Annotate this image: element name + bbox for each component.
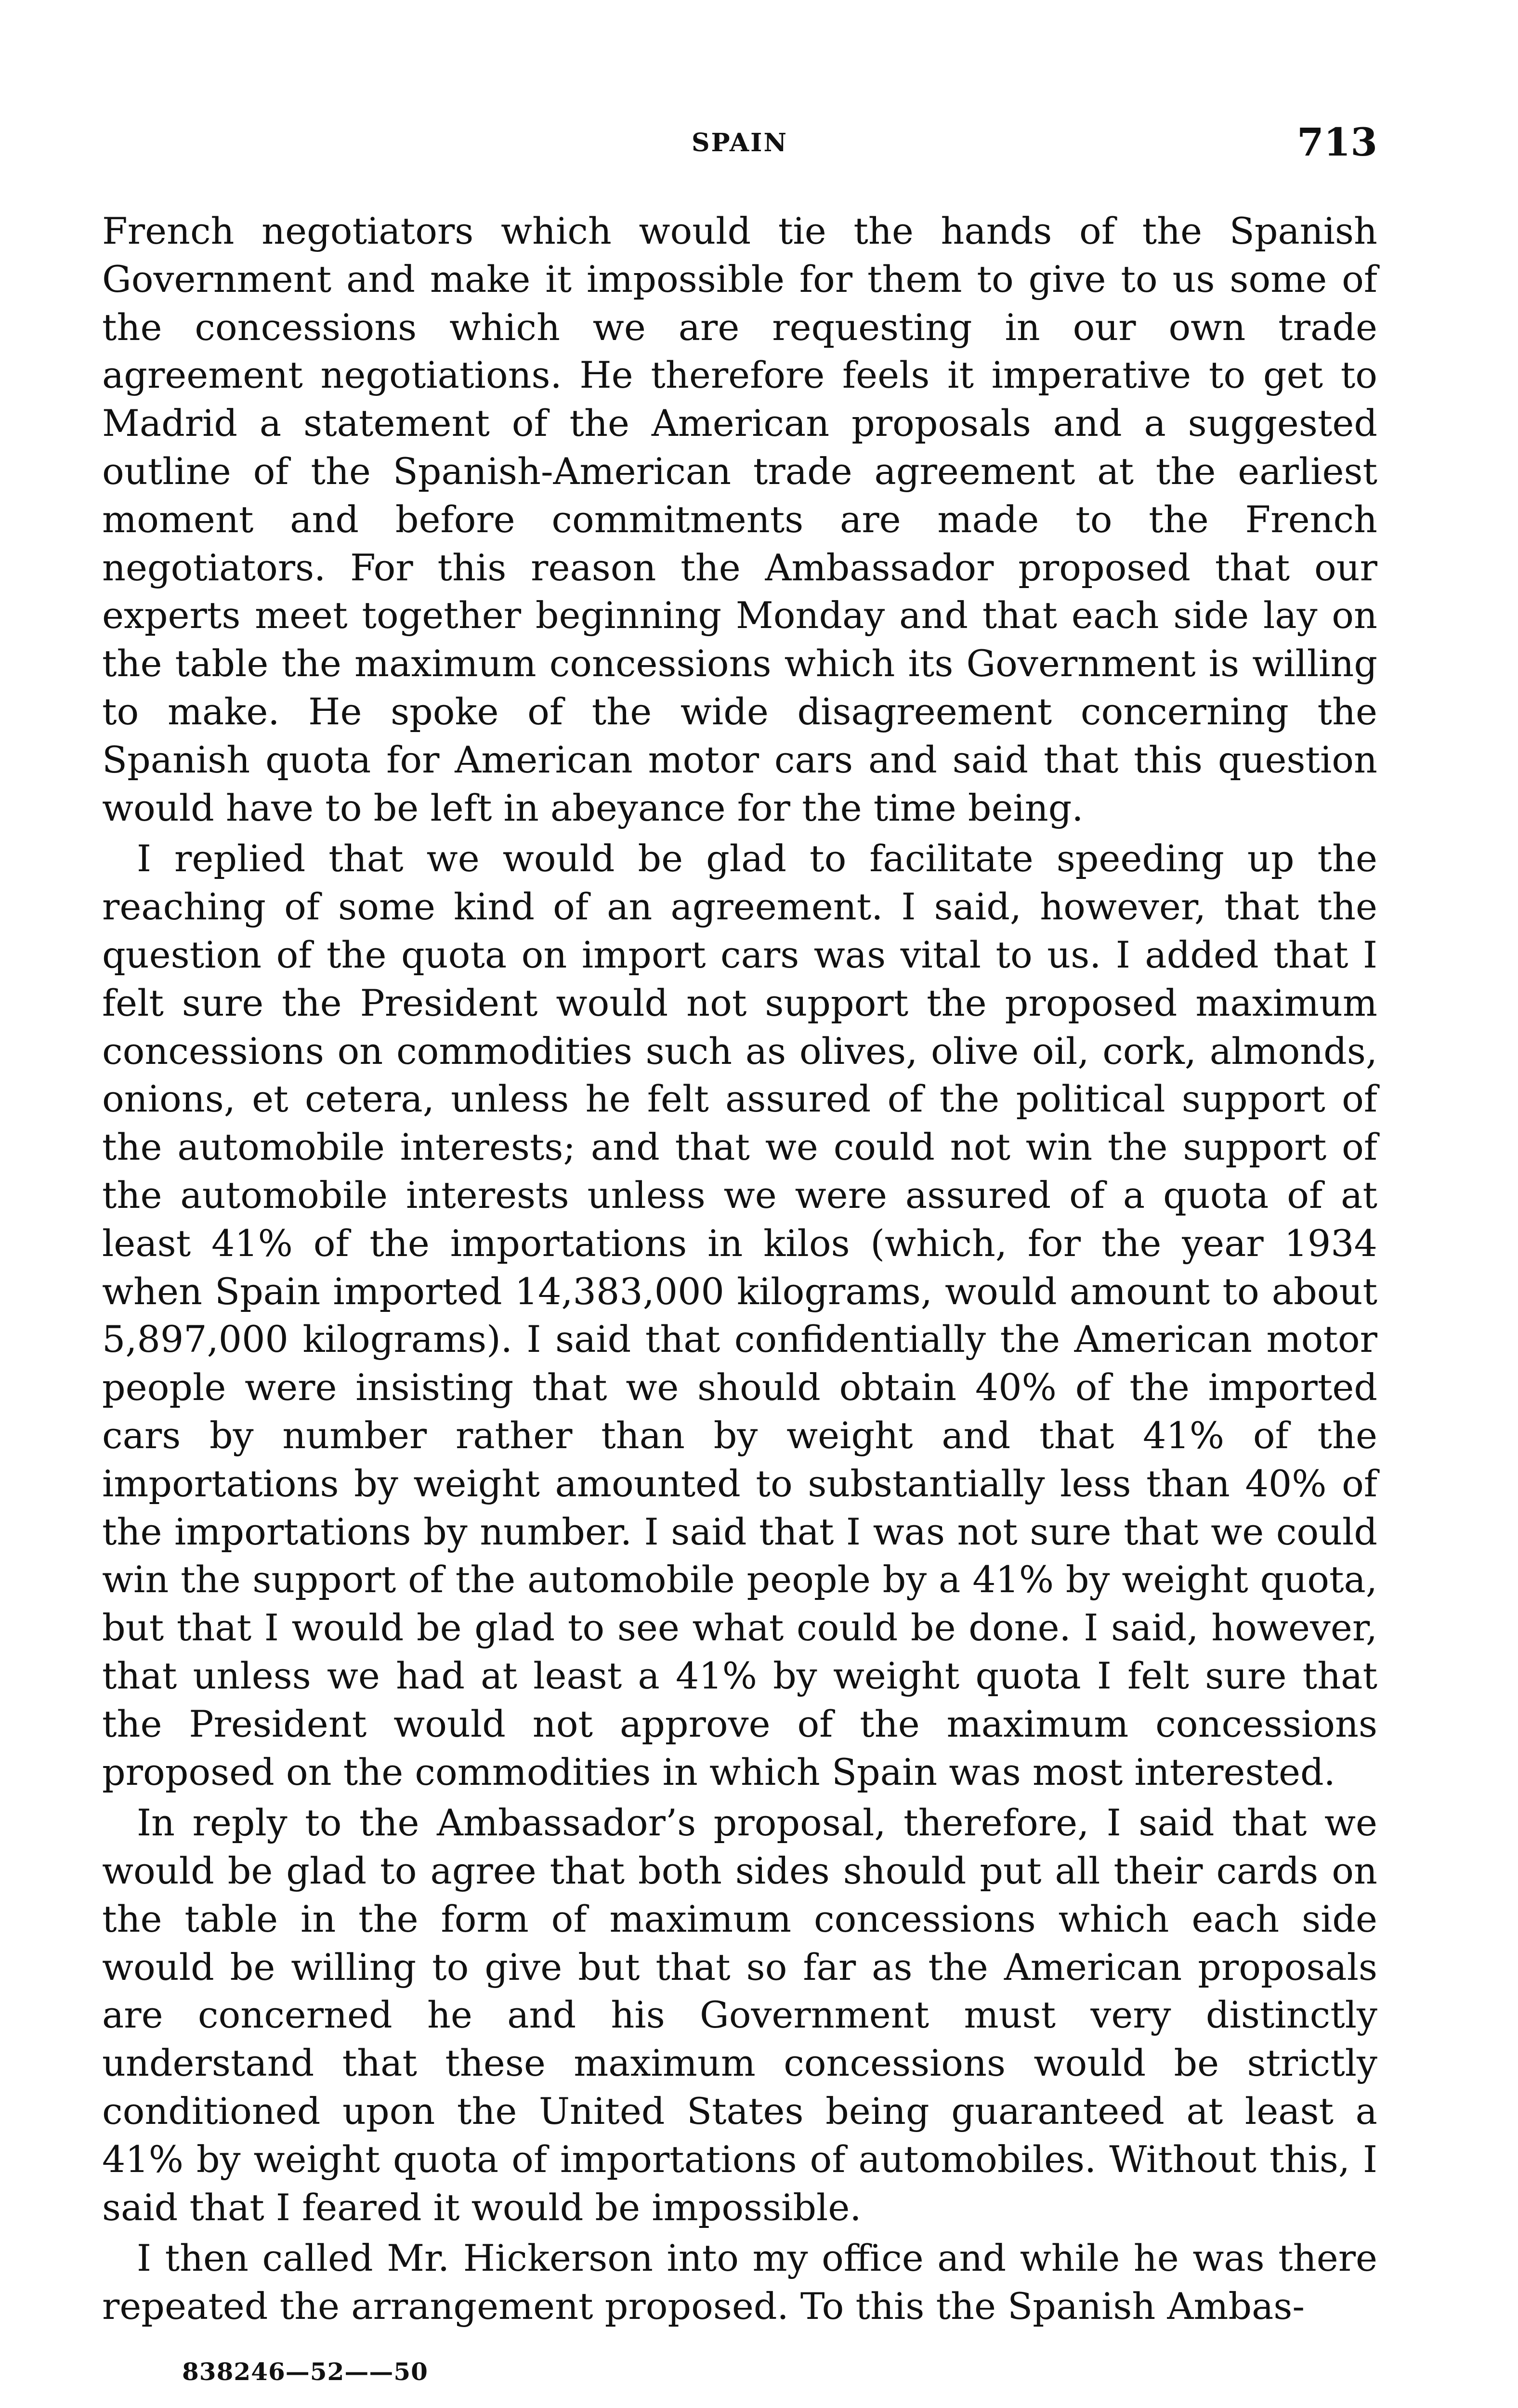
body-text [102,207,1377,2330]
paragraph-ambassador-proposal: In reply to the Ambassador’s proposal, therefore, I said that we would be glad to agree that both sides should put all their cards on the table in the form of maximum concessions which each side would be willing to give but that so far as the American proposals are concerned he and his Government must very distinctly understand that these maximum concessions would be strictly conditioned upon the United States being guaranteed at least a 41% by weight quota of importations of automobiles. Without this, I said that I feared it would be impossible. [102,1801,1377,2229]
running-title: SPAIN [691,128,788,157]
paragraph-continued: French negotiators which would tie the hands of the Spanish Government and make it impossible for them to give to us some of the concessions which we are requesting in our own trade agreement negotiations. He therefore feels it imperative to get to Madrid a statement of the American proposals and a suggested outline of the Spanish-American trade agreement at the earliest moment and before commitments are made to the French negotiators. For this reason the Ambassador proposed that our experts meet together beginning Monday and that each side lay on the table the maximum concessions which its Government is willing to make. He spoke of the wide disagreement concerning the Spanish quota for American motor cars and said that this question would have to be left in abeyance for the time being. [102,209,1377,829]
page-number: 713 [1297,119,1377,165]
printer-signature-code: 838246—52——50 [182,2357,428,2386]
paragraph-reply: I replied that we would be glad to facilitate speeding up the reaching of some kind of an agreement. I said, however, that the question of the quota on import cars was vital to us. I added that I felt sure the President would not support the proposed maximum concessions on commodities such as olives, olive oil, cork, almonds, onions, et cetera, unless he felt assured of the political support of the automobile interests; and that we could not win the support of the automobile interests unless we were assured of a quota of at least 41% of the importations in kilos (which, for the year 1934 when Spain imported 14,383,000 kilograms, would amount to about 5,897,000 kilograms). I said that confidentially the American motor people were insisting that we should obtain 40% of the imported cars by number rather than by weight and that 41% of the importations by weight amounted to substantially less than 40% of the importations by number. I said that I was not sure that we could win the support of the automobile people by a 41% by weight quota, but that I would be glad to see what could be done. I said, however, that unless we had at least a 41% by weight quota I felt sure that the President would not approve of the maximum concessions proposed on the commodities in which Spain was most interested. [102,837,1377,1793]
paragraph-hickerson: I then called Mr. Hickerson into my office and while he was there repeated the arrangement proposed. To this the Spanish Ambas- [102,2237,1377,2328]
running-head [102,119,1377,168]
